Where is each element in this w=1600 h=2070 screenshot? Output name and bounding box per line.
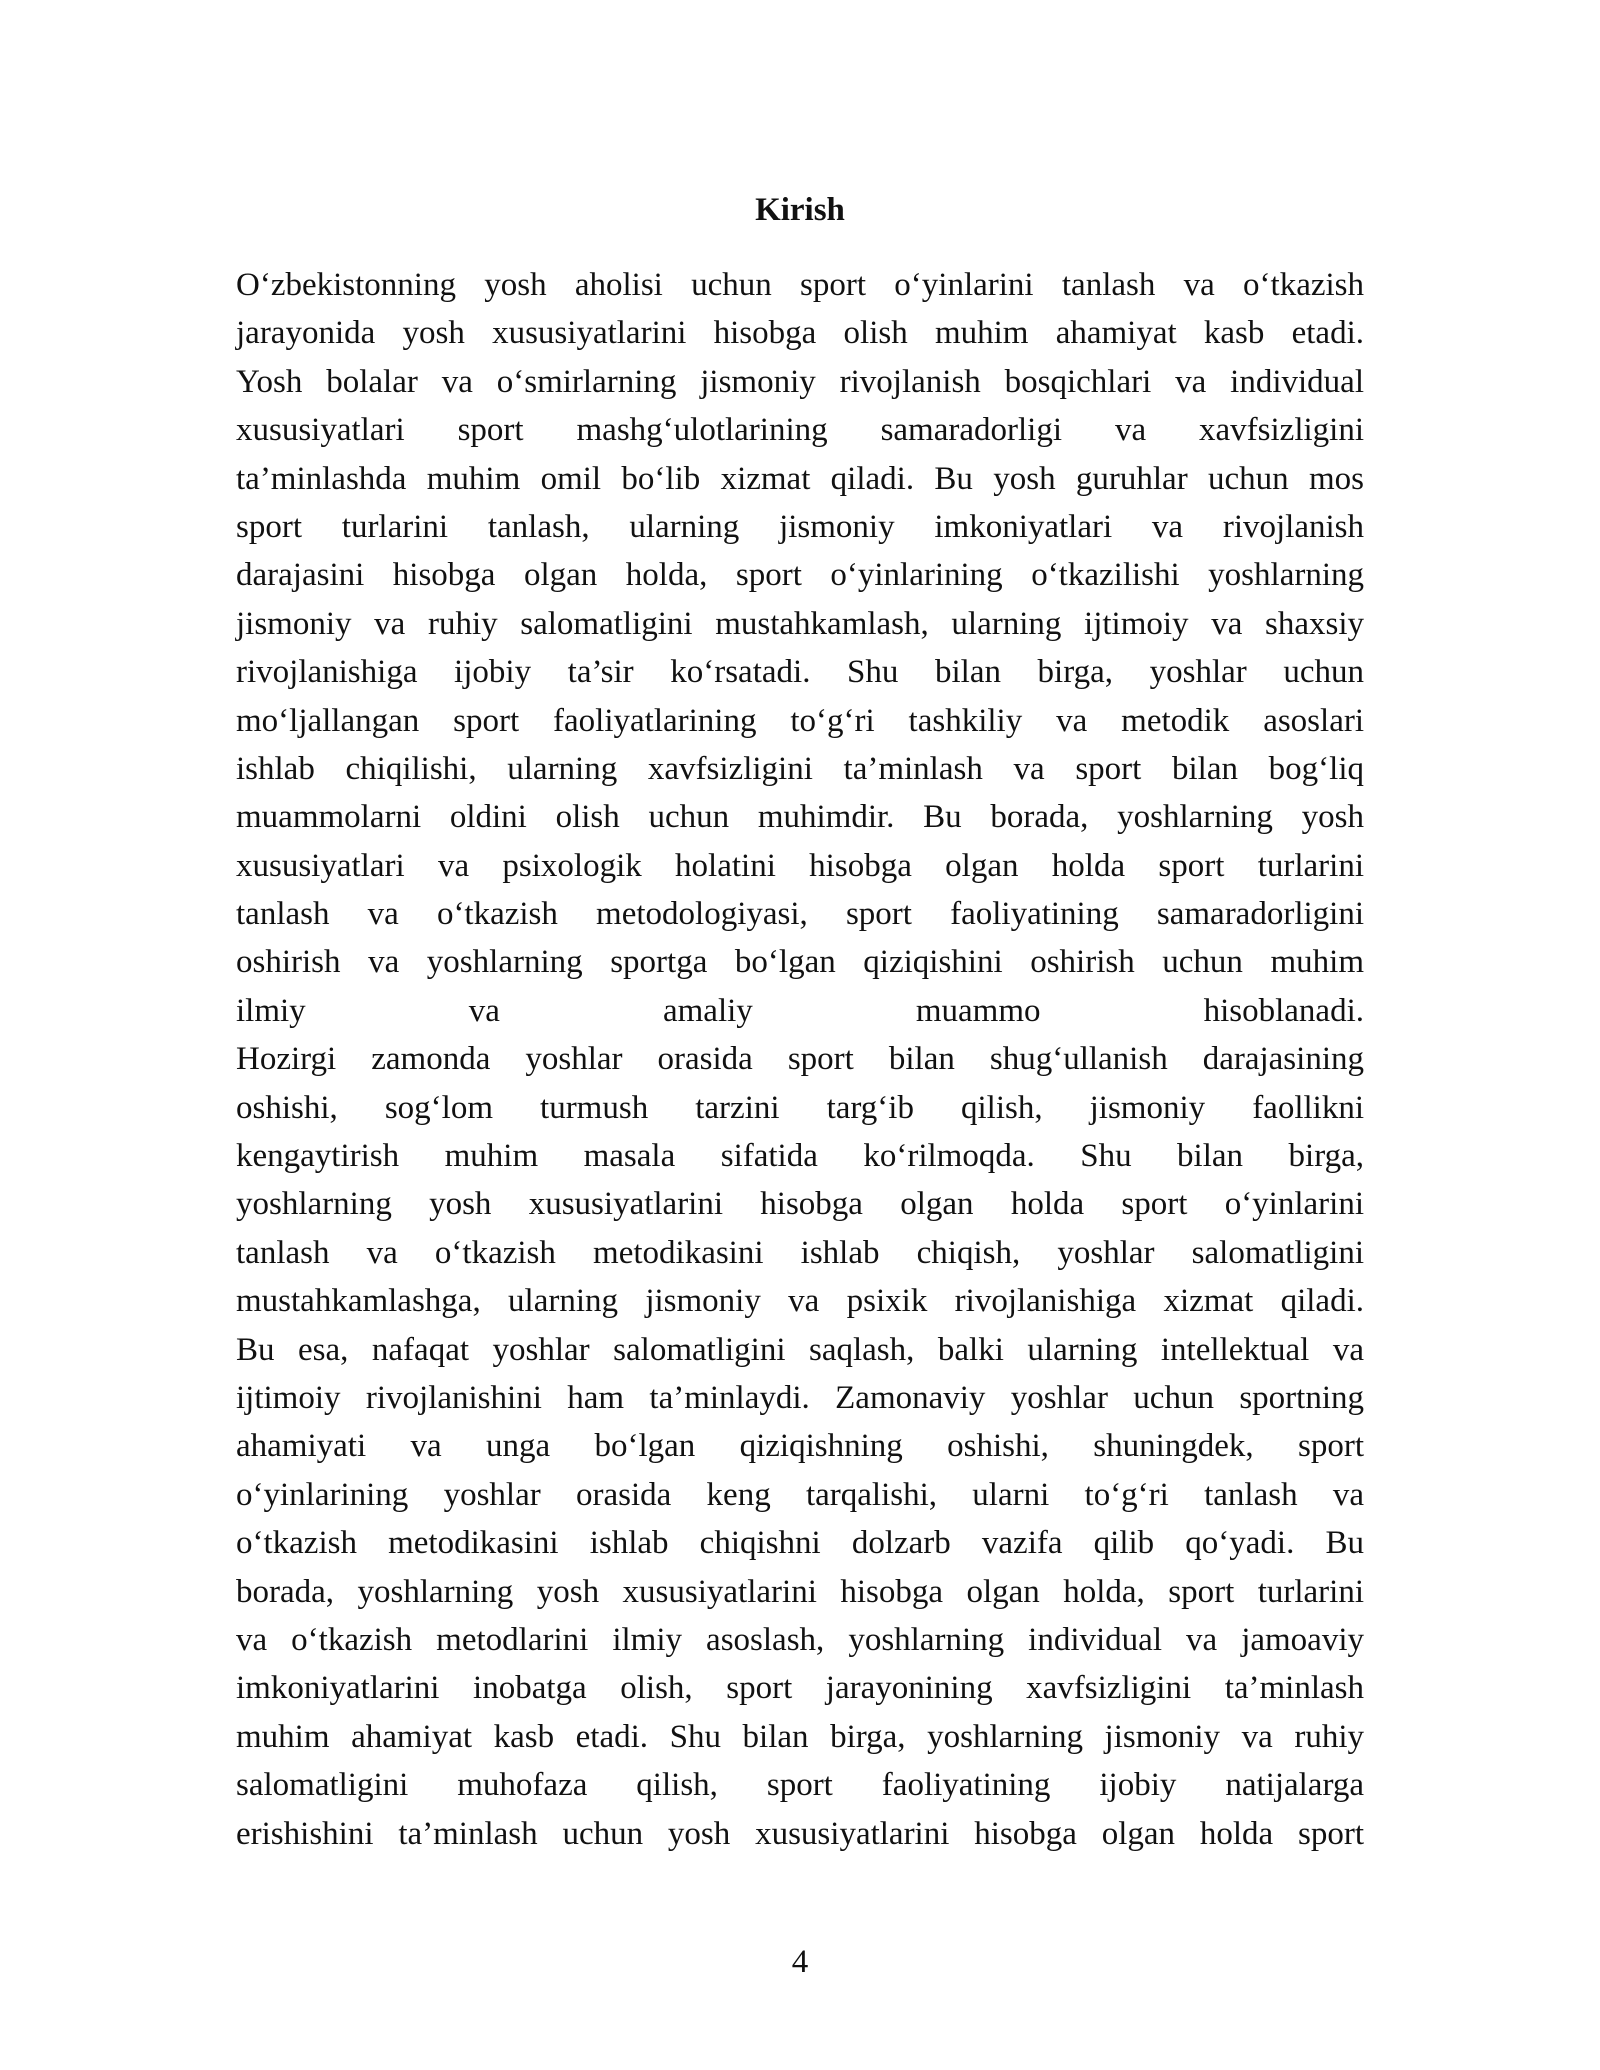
text-line: salomatligini muhofaza qilish, sport faoliyatining ijobiy natijalarga (236, 1767, 1364, 1804)
text-line: Hozirgi zamonda yoshlar orasida sport bilan shug‘ullanish darajasining (236, 1041, 1364, 1078)
text-line: borada, yoshlarning yosh xususiyatlarini hisobga olgan holda, sport turlarini (236, 1573, 1364, 1610)
text-line: xususiyatlari sport mashg‘ulotlarining samaradorligi va xavfsizligini (236, 412, 1364, 449)
text-line: rivojlanishiga ijobiy ta’sir ko‘rsatadi. Shu bilan birga, yoshlar uchun (236, 654, 1364, 691)
text-line: ahamiyati va unga bo‘lgan qiziqishning oshishi, shuningdek, sport (236, 1428, 1364, 1465)
text-line: oshishi, sog‘lom turmush tarzini targ‘ib qilish, jismoniy faollikni (236, 1089, 1364, 1126)
text-line: mustahkamlashga, ularning jismoniy va psixik rivojlanishiga xizmat qiladi. (236, 1283, 1364, 1320)
text-line: ijtimoiy rivojlanishini ham ta’minlaydi. Zamonaviy yoshlar uchun sportning (236, 1379, 1364, 1416)
body-paragraph (236, 261, 1364, 1858)
text-line: ishlab chiqilishi, ularning xavfsizligini ta’minlash va sport bilan bog‘liq (236, 750, 1364, 787)
text-line: Yosh bolalar va o‘smirlarning jismoniy rivojlanish bosqichlari va individual (236, 363, 1364, 400)
text-line: Bu esa, nafaqat yoshlar salomatligini saqlash, balki ularning intellektual va (236, 1331, 1364, 1368)
text-line: va o‘tkazish metodlarini ilmiy asoslash, yoshlarning individual va jamoaviy (236, 1621, 1364, 1658)
text-line: imkoniyatlarini inobatga olish, sport jarayonining xavfsizligini ta’minlash (236, 1670, 1364, 1707)
text-line: sport turlarini tanlash, ularning jismoniy imkoniyatlari va rivojlanish (236, 508, 1364, 545)
text-line: oshirish va yoshlarning sportga bo‘lgan qiziqishini oshirish uchun muhim (236, 944, 1364, 981)
text-line: jarayonida yosh xususiyatlarini hisobga olish muhim ahamiyat kasb etadi. (236, 315, 1364, 352)
text-line: mo‘ljallangan sport faoliyatlarining to‘g‘ri tashkiliy va metodik asoslari (236, 702, 1364, 739)
text-line: kengaytirish muhim masala sifatida ko‘rilmoqda. Shu bilan birga, (236, 1138, 1364, 1175)
text-line: ilmiy va amaliy muammo hisoblanadi. (236, 992, 1364, 1029)
page-number: 4 (791, 1944, 809, 1980)
text-line: yoshlarning yosh xususiyatlarini hisobga olgan holda sport o‘yinlarini (236, 1186, 1364, 1223)
text-line: tanlash va o‘tkazish metodikasini ishlab chiqish, yoshlar salomatligini (236, 1234, 1364, 1271)
text-line: O‘zbekistonning yosh aholisi uchun sport o‘yinlarini tanlash va o‘tkazish (236, 267, 1364, 303)
text-line: muhim ahamiyat kasb etadi. Shu bilan birga, yoshlarning jismoniy va ruhiy (236, 1718, 1364, 1755)
section-heading: Kirish (755, 192, 845, 228)
text-line: xususiyatlari va psixologik holatini hisobga olgan holda sport turlarini (236, 847, 1364, 884)
text-line: o‘yinlarining yoshlar orasida keng tarqalishi, ularni to‘g‘ri tanlash va (236, 1476, 1364, 1513)
text-line: erishishini ta’minlash uchun yosh xususiyatlarini hisobga olgan holda sport (236, 1815, 1364, 1852)
text-line: o‘tkazish metodikasini ishlab chiqishni dolzarb vazifa qilib qo‘yadi. Bu (236, 1525, 1364, 1562)
text-line: darajasini hisobga olgan holda, sport o‘yinlarining o‘tkazilishi yoshlarning (236, 557, 1364, 594)
text-line: jismoniy va ruhiy salomatligini mustahkamlash, ularning ijtimoiy va shaxsiy (236, 605, 1364, 642)
text-line: muammolarni oldini olish uchun muhimdir. Bu borada, yoshlarning yosh (236, 799, 1364, 836)
text-line: ta’minlashda muhim omil bo‘lib xizmat qiladi. Bu yosh guruhlar uchun mos (236, 460, 1364, 497)
text-line: tanlash va o‘tkazish metodologiyasi, sport faoliyatining samaradorligini (236, 896, 1364, 933)
